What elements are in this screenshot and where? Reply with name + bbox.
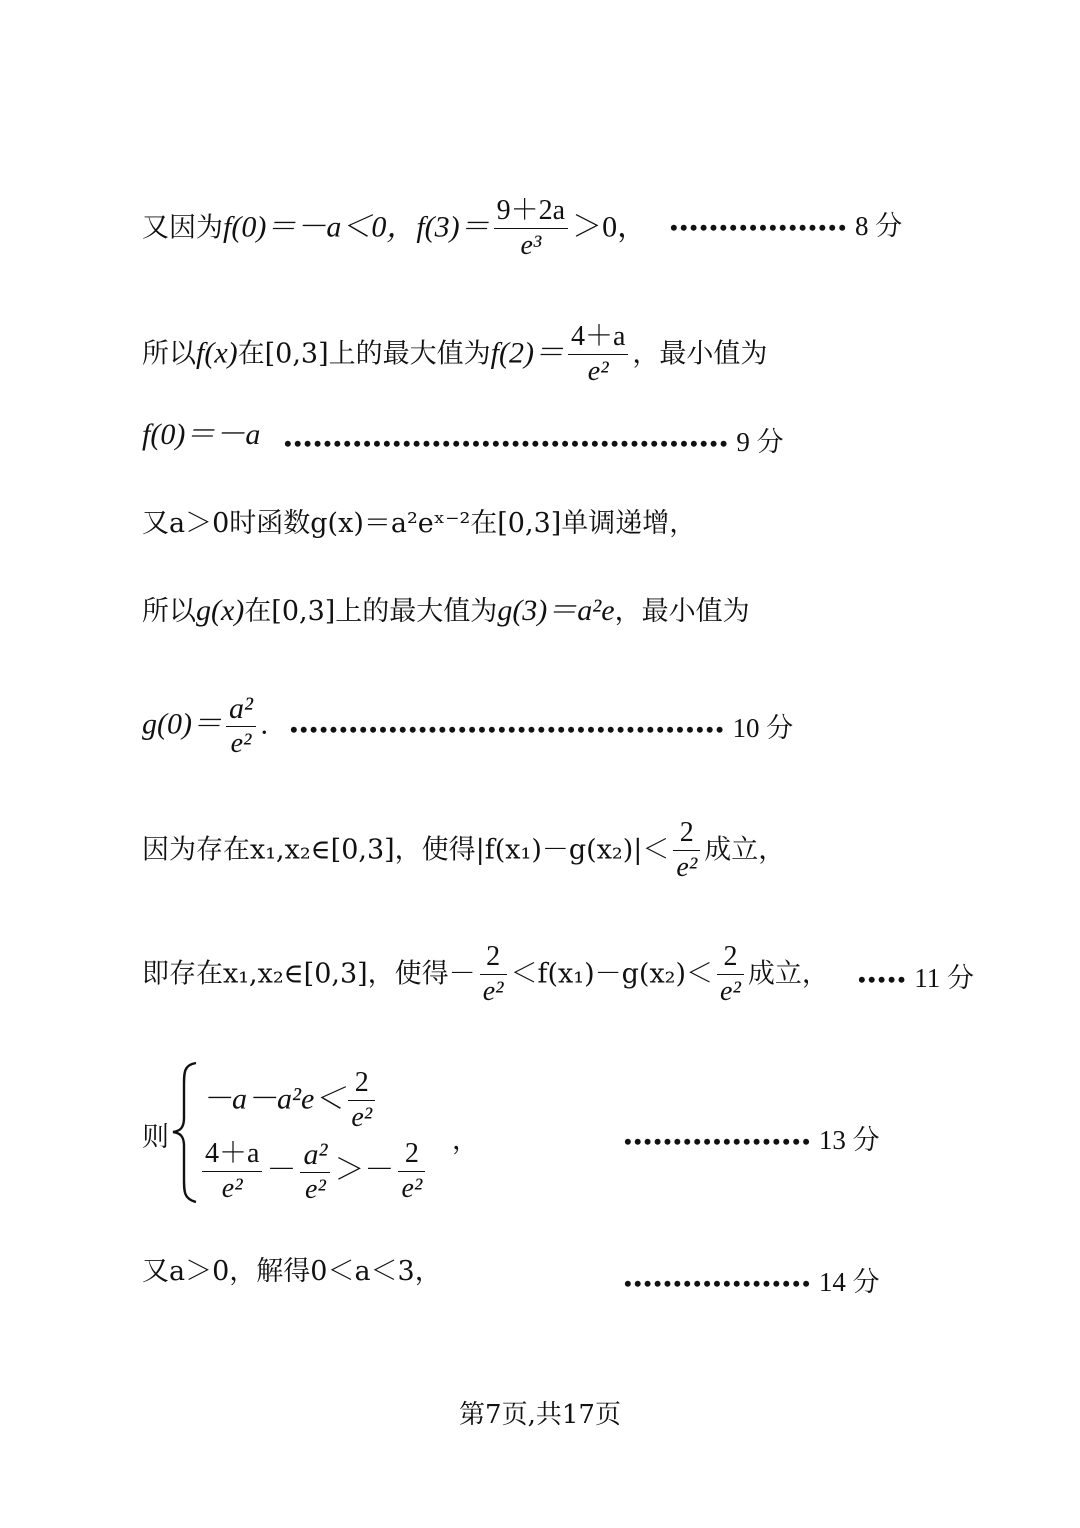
line-text: ，最小值为 xyxy=(632,338,768,370)
score-label: 8 分 xyxy=(855,211,903,241)
score-8 xyxy=(670,204,902,243)
line-solution xyxy=(142,1258,442,1285)
line-text: 则 xyxy=(142,1122,169,1153)
score-11 xyxy=(858,956,974,995)
math-expression: ＞－ xyxy=(334,1153,395,1187)
math-expression: ＞0， xyxy=(572,210,648,244)
score-13 xyxy=(624,1118,880,1157)
math-expression: f(3)＝ xyxy=(416,210,490,244)
line-text: 又a＞0，解得0＜a＜3， xyxy=(142,1256,442,1287)
line-text: 又因为 xyxy=(142,212,223,244)
math-expression: g(0)＝ xyxy=(142,707,222,741)
score-label: 9 分 xyxy=(736,427,784,457)
leader-dots: ••••• xyxy=(858,967,908,992)
fraction-numerator: 2 xyxy=(398,1139,425,1172)
fraction-denominator: e² xyxy=(221,1172,243,1204)
fraction-numerator: 2 xyxy=(480,942,507,975)
line-g-max xyxy=(142,596,750,626)
line-text: 所以 xyxy=(142,338,196,370)
line-f-max xyxy=(142,322,767,388)
leader-dots: ••••••••••••••••••• xyxy=(624,1271,813,1296)
math-expression: － xyxy=(266,1153,297,1187)
fraction-denominator: e² xyxy=(230,728,252,759)
leader-dots: •••••••••••••••••••••••••••••••••••••••••••• xyxy=(290,717,726,742)
math-expression: ＜f(x₁)－g(x₂)＜ xyxy=(510,958,714,990)
fraction-numerator: a² xyxy=(300,1138,330,1173)
fraction xyxy=(568,322,628,388)
page-number: 第7页,共17页 xyxy=(459,1400,621,1430)
line-inequality-range xyxy=(142,942,829,1008)
line-f0-f3 xyxy=(142,196,647,262)
fraction-numerator: 4＋a xyxy=(202,1139,262,1172)
fraction xyxy=(717,942,744,1008)
score-label: 14 分 xyxy=(818,1267,880,1297)
fraction xyxy=(226,692,256,760)
score-label: 13 分 xyxy=(818,1125,880,1155)
fraction-numerator: 4＋a xyxy=(568,322,628,355)
fraction-denominator: e² xyxy=(305,1174,326,1205)
fraction-numerator: 2 xyxy=(673,818,700,851)
fraction xyxy=(673,818,700,884)
fraction-denominator: e² xyxy=(720,975,741,1007)
line-g0-min xyxy=(142,692,269,760)
fraction xyxy=(480,942,507,1008)
line-f0-min xyxy=(142,420,260,450)
math-expression: f(x) xyxy=(196,336,238,370)
fraction xyxy=(348,1068,375,1134)
fraction xyxy=(494,196,568,262)
leader-dots: ••••••••••••••••••••••••••••••••••••••••••••• xyxy=(284,431,730,456)
line-text: 成立， xyxy=(704,834,786,866)
fraction-numerator: 2 xyxy=(717,942,744,975)
line-text: 又a＞0时函数g(x)＝a²eˣ⁻²在[0,3]单调递增， xyxy=(142,508,697,539)
inequality-2 xyxy=(202,1138,429,1206)
fraction-denominator: e² xyxy=(401,1172,423,1204)
line-text: 成立， xyxy=(747,958,829,990)
fraction-denominator: e² xyxy=(587,355,609,387)
math-expression: f(2)＝ xyxy=(490,336,564,370)
math-expression: f(0)＝－a xyxy=(142,418,261,451)
fraction xyxy=(202,1139,262,1205)
fraction-numerator: 9＋2a xyxy=(494,196,568,229)
line-g-increasing xyxy=(142,510,696,537)
score-9 xyxy=(284,420,784,459)
line-text: ， xyxy=(452,1125,479,1156)
inequality-1 xyxy=(202,1068,379,1134)
fraction-numerator: 2 xyxy=(348,1068,375,1101)
line-text: 即存在x₁,x₂∈[0,3]，使得－ xyxy=(142,958,476,990)
fraction-numerator: a² xyxy=(226,692,256,727)
fraction xyxy=(300,1138,330,1206)
leader-dots: ••••••••••••••••••• xyxy=(624,1129,813,1154)
left-brace-icon xyxy=(170,1060,200,1205)
leader-dots: •••••••••••••••••• xyxy=(670,215,849,240)
math-expression: f(0)＝－a＜0， xyxy=(223,210,417,244)
fraction-denominator: e² xyxy=(676,851,698,883)
line-exists-condition xyxy=(142,818,785,884)
math-expression: g(x) xyxy=(196,594,245,627)
math-expression: －a－a²e＜ xyxy=(202,1082,345,1116)
score-14 xyxy=(624,1260,880,1299)
line-text: 因为存在x₁,x₂∈[0,3]，使得|f(x₁)－g(x₂)|＜ xyxy=(142,834,670,866)
score-10 xyxy=(290,706,793,745)
line-text: 所以 xyxy=(142,596,196,627)
line-text: 在[0,3]上的最大值为 xyxy=(237,338,491,370)
fraction-denominator: e² xyxy=(351,1101,373,1133)
fraction-denominator: e³ xyxy=(520,229,542,261)
line-text: ，最小值为 xyxy=(614,596,750,627)
fraction-denominator: e² xyxy=(482,975,504,1007)
line-text: 在[0,3]上的最大值为 xyxy=(244,596,498,627)
math-expression: g(3)＝a²e xyxy=(497,594,615,627)
score-label: 11 分 xyxy=(914,963,975,993)
inequality-system xyxy=(142,1060,462,1205)
line-text: . xyxy=(259,709,269,741)
score-label: 10 分 xyxy=(732,713,794,743)
fraction xyxy=(398,1139,425,1205)
